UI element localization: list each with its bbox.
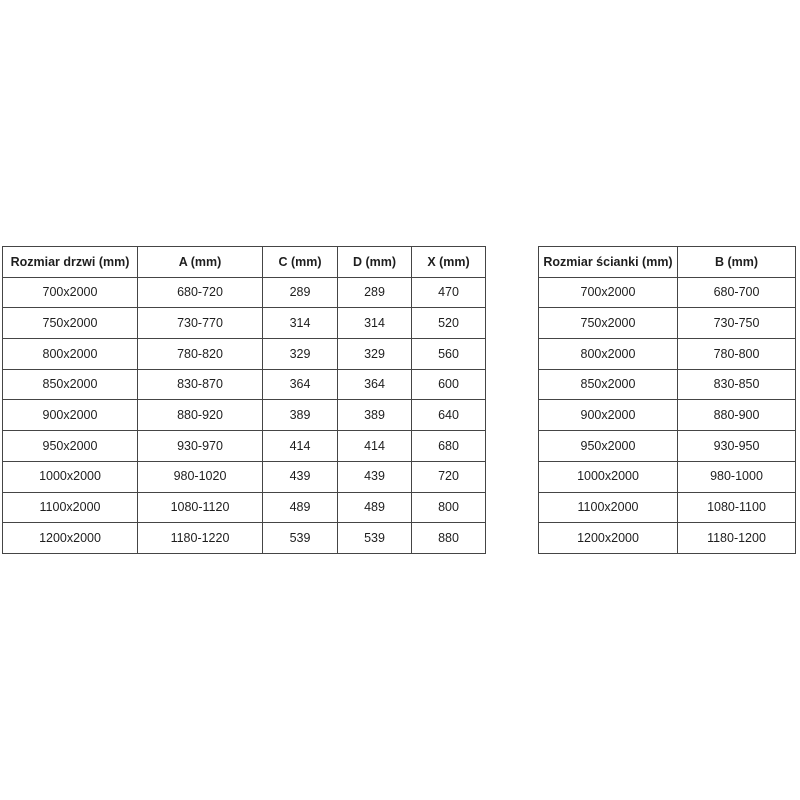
table-cell: 900x2000 bbox=[3, 400, 138, 431]
table-cell: 780-800 bbox=[678, 339, 796, 370]
table-cell: 780-820 bbox=[138, 339, 263, 370]
table-cell: 439 bbox=[263, 461, 338, 492]
table-cell: 1100x2000 bbox=[3, 492, 138, 523]
column-header: D (mm) bbox=[338, 247, 412, 278]
table-cell: 1080-1120 bbox=[138, 492, 263, 523]
column-header: B (mm) bbox=[678, 247, 796, 278]
table-cell: 800x2000 bbox=[3, 339, 138, 370]
table-cell: 329 bbox=[338, 339, 412, 370]
table-cell: 314 bbox=[263, 308, 338, 339]
table-cell: 539 bbox=[263, 523, 338, 554]
table-cell: 880-920 bbox=[138, 400, 263, 431]
table-cell: 364 bbox=[338, 369, 412, 400]
door-dimensions-table-head bbox=[3, 247, 486, 278]
table-cell: 470 bbox=[412, 277, 486, 308]
table-cell: 389 bbox=[263, 400, 338, 431]
table-cell: 830-870 bbox=[138, 369, 263, 400]
table-row bbox=[539, 369, 796, 400]
column-header: Rozmiar drzwi (mm) bbox=[3, 247, 138, 278]
table-cell: 850x2000 bbox=[539, 369, 678, 400]
table-row bbox=[539, 461, 796, 492]
wall-dimensions-table bbox=[538, 246, 796, 554]
table-cell: 930-950 bbox=[678, 431, 796, 462]
table-cell: 289 bbox=[338, 277, 412, 308]
table-cell: 900x2000 bbox=[539, 400, 678, 431]
table-cell: 539 bbox=[338, 523, 412, 554]
table-cell: 489 bbox=[263, 492, 338, 523]
table-row bbox=[3, 400, 486, 431]
table-cell: 950x2000 bbox=[539, 431, 678, 462]
table-cell: 364 bbox=[263, 369, 338, 400]
table-cell: 730-770 bbox=[138, 308, 263, 339]
table-cell: 640 bbox=[412, 400, 486, 431]
table-cell: 930-970 bbox=[138, 431, 263, 462]
table-cell: 1200x2000 bbox=[539, 523, 678, 554]
table-cell: 830-850 bbox=[678, 369, 796, 400]
table-row bbox=[3, 431, 486, 462]
table-cell: 730-750 bbox=[678, 308, 796, 339]
table-cell: 700x2000 bbox=[3, 277, 138, 308]
table-cell: 680-700 bbox=[678, 277, 796, 308]
table-row bbox=[539, 492, 796, 523]
table-row bbox=[539, 339, 796, 370]
table-row bbox=[3, 369, 486, 400]
table-cell: 750x2000 bbox=[3, 308, 138, 339]
column-header: X (mm) bbox=[412, 247, 486, 278]
door-dimensions-table-body bbox=[3, 277, 486, 553]
table-cell: 800 bbox=[412, 492, 486, 523]
table-row bbox=[3, 523, 486, 554]
table-cell: 680-720 bbox=[138, 277, 263, 308]
table-cell: 880-900 bbox=[678, 400, 796, 431]
table-cell: 750x2000 bbox=[539, 308, 678, 339]
table-row bbox=[3, 339, 486, 370]
table-cell: 289 bbox=[263, 277, 338, 308]
table-cell: 520 bbox=[412, 308, 486, 339]
table-cell: 560 bbox=[412, 339, 486, 370]
table-cell: 800x2000 bbox=[539, 339, 678, 370]
table-cell: 880 bbox=[412, 523, 486, 554]
table-cell: 1000x2000 bbox=[3, 461, 138, 492]
header-row bbox=[539, 247, 796, 278]
column-header: Rozmiar ścianki (mm) bbox=[539, 247, 678, 278]
table-row bbox=[539, 523, 796, 554]
table-cell: 314 bbox=[338, 308, 412, 339]
table-cell: 850x2000 bbox=[3, 369, 138, 400]
table-row bbox=[3, 308, 486, 339]
table-cell: 414 bbox=[263, 431, 338, 462]
table-cell: 1000x2000 bbox=[539, 461, 678, 492]
table-cell: 980-1000 bbox=[678, 461, 796, 492]
column-header: A (mm) bbox=[138, 247, 263, 278]
table-cell: 700x2000 bbox=[539, 277, 678, 308]
table-row bbox=[539, 277, 796, 308]
door-dimensions-table bbox=[2, 246, 486, 554]
table-row bbox=[539, 308, 796, 339]
table-row bbox=[3, 277, 486, 308]
table-cell: 1180-1200 bbox=[678, 523, 796, 554]
table-cell: 1100x2000 bbox=[539, 492, 678, 523]
table-cell: 1080-1100 bbox=[678, 492, 796, 523]
table-cell: 950x2000 bbox=[3, 431, 138, 462]
column-header: C (mm) bbox=[263, 247, 338, 278]
table-row bbox=[3, 461, 486, 492]
table-cell: 680 bbox=[412, 431, 486, 462]
table-cell: 414 bbox=[338, 431, 412, 462]
table-cell: 489 bbox=[338, 492, 412, 523]
table-cell: 1200x2000 bbox=[3, 523, 138, 554]
table-cell: 980-1020 bbox=[138, 461, 263, 492]
wall-dimensions-table-head bbox=[539, 247, 796, 278]
table-cell: 439 bbox=[338, 461, 412, 492]
table-cell: 720 bbox=[412, 461, 486, 492]
table-row bbox=[3, 492, 486, 523]
header-row bbox=[3, 247, 486, 278]
table-cell: 600 bbox=[412, 369, 486, 400]
wall-dimensions-table-body bbox=[539, 277, 796, 553]
table-row bbox=[539, 431, 796, 462]
table-row bbox=[539, 400, 796, 431]
table-cell: 389 bbox=[338, 400, 412, 431]
table-cell: 1180-1220 bbox=[138, 523, 263, 554]
table-cell: 329 bbox=[263, 339, 338, 370]
